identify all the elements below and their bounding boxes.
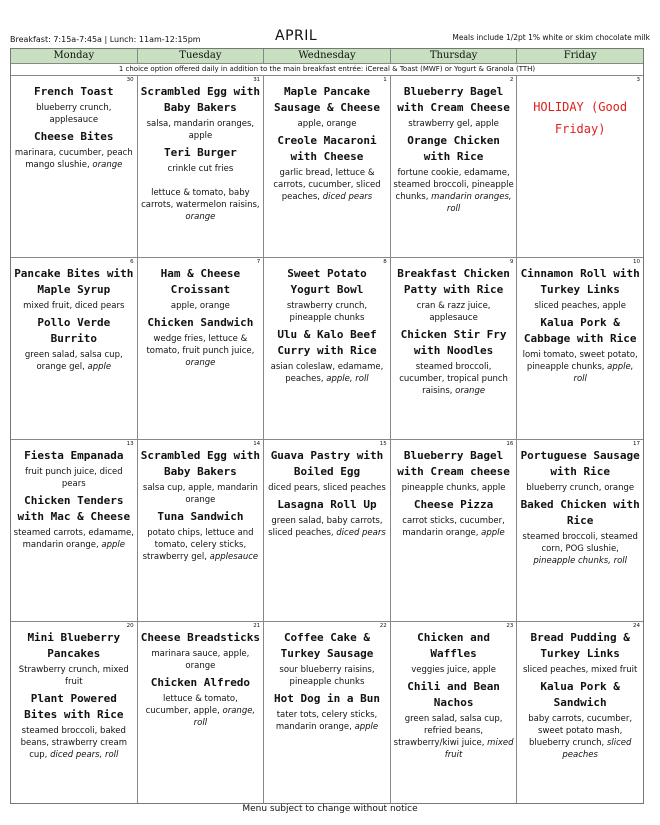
breakfast-sides: blueberry crunch, orange xyxy=(526,483,635,493)
date-number: 21 xyxy=(253,623,261,629)
lunch-entree: Chicken Tenders with Mac & Cheese xyxy=(17,494,131,523)
breakfast-sides: strawberry gel, apple xyxy=(408,119,499,129)
breakfast-entree: Chicken and Waffles xyxy=(417,631,490,660)
date-number: 31 xyxy=(253,77,261,83)
lunch-entree: Orange Chicken with Rice xyxy=(407,134,500,163)
date-number: 14 xyxy=(253,441,261,447)
breakfast-sides: blueberry crunch, applesauce xyxy=(36,103,112,125)
date-number: 15 xyxy=(379,441,387,447)
day-tuesday: Tuesday xyxy=(138,49,265,63)
date-number: 10 xyxy=(632,259,640,265)
day-cell xyxy=(138,440,265,621)
lunch-sides-italic: apple, roll xyxy=(326,374,369,384)
lunch-sides-text: lomi tomato, sweet potato, pineapple chunks, xyxy=(522,350,638,372)
day-cell xyxy=(264,622,391,803)
lunch-entree: Chili and Bean Nachos xyxy=(407,680,500,709)
lunch-sides-text: potato chips, lettuce and tomato, celery sticks, strawberry gel, xyxy=(142,528,254,562)
date-number: 20 xyxy=(126,623,134,629)
date-number: 17 xyxy=(632,441,640,447)
breakfast-sides: salsa, mandarin oranges, apple xyxy=(146,119,255,141)
lunch-sides xyxy=(138,527,264,563)
lunch-sides xyxy=(11,349,137,373)
holiday-label: HOLIDAY (Good Friday) xyxy=(533,100,628,136)
date-number: 2 xyxy=(509,77,514,83)
day-cell xyxy=(517,622,643,803)
lunch-sides xyxy=(138,163,264,223)
day-cell xyxy=(391,622,518,803)
weekday-header xyxy=(11,49,643,63)
breakfast-sides: pineapple chunks, apple xyxy=(401,483,506,493)
breakfast-entree: Cheese Breadsticks xyxy=(140,631,260,644)
day-cell xyxy=(138,76,265,257)
lunch-sides xyxy=(264,709,390,733)
day-cell xyxy=(11,76,138,257)
date-number: 6 xyxy=(130,259,134,265)
lunch-sides xyxy=(517,713,643,761)
breakfast-option-note: 1 choice option offered daily in addition to the main breakfast entrée: iCereal & Toast (MWF) or Yogurt & Granola (TTH) xyxy=(11,63,643,75)
breakfast-entree: Guava Pastry with Boiled Egg xyxy=(270,449,384,478)
lunch-sides xyxy=(517,349,643,385)
date-number: 1 xyxy=(383,77,387,83)
day-cell xyxy=(391,76,518,257)
lunch-sides-text: lettuce & tomato, cucumber, apple, xyxy=(145,694,238,716)
lunch-sides xyxy=(264,167,390,203)
breakfast-sides: strawberry crunch, pineapple chunks xyxy=(286,301,368,323)
lunch-sides-italic: apple xyxy=(87,362,112,372)
meal-times: Breakfast: 7:15a-7:45a | Lunch: 11am-12:15pm xyxy=(10,35,201,44)
lunch-sides xyxy=(264,361,390,385)
lunch-sides-text: steamed carrots, edamame, mandarin orange, xyxy=(13,528,134,550)
day-cell xyxy=(138,258,265,439)
lunch-sides-text: wedge fries, lettuce & tomato, fruit punch juice, xyxy=(146,334,255,356)
day-cell xyxy=(517,258,643,439)
lunch-sides-italic: diced pears xyxy=(322,192,373,202)
lunch-sides-italic: orange xyxy=(185,212,216,222)
lunch-sides-text: garlic bread, lettuce & carrots, cucumber, sliced peaches, xyxy=(273,168,381,202)
lunch-sides-text: fortune cookie, edamame, steamed broccoli, pineapple chunks, xyxy=(393,168,514,202)
lunch-sides xyxy=(138,333,264,369)
lunch-sides-italic: apple xyxy=(101,540,125,550)
breakfast-entree: Fiesta Empanada xyxy=(24,449,124,462)
lunch-sides-italic: apple xyxy=(354,722,379,732)
day-monday: Monday xyxy=(11,49,138,63)
lunch-sides-italic: sliced peaches xyxy=(562,738,632,760)
date-number: 3 xyxy=(636,77,640,83)
breakfast-sides: veggies juice, apple xyxy=(411,665,496,675)
breakfast-entree: Bread Pudding & Turkey Links xyxy=(530,631,630,660)
milk-note: Meals include 1/2pt 1% white or skim chocolate milk xyxy=(452,33,650,42)
week-row xyxy=(11,75,643,257)
lunch-sides-italic: pineapple chunks, roll xyxy=(533,556,628,566)
breakfast-sides: cran & razz juice, applesauce xyxy=(416,301,491,323)
breakfast-entree: Blueberry Bagel with Cream Cheese xyxy=(397,85,510,114)
breakfast-sides: sliced peaches, apple xyxy=(534,301,627,311)
lunch-sides-italic: mixed fruit xyxy=(444,738,514,760)
breakfast-entree: Pancake Bites with Maple Syrup xyxy=(14,267,134,296)
lunch-sides xyxy=(517,531,643,567)
lunch-sides-italic: apple xyxy=(481,528,505,538)
lunch-sides-italic: applesauce xyxy=(209,552,259,562)
footer-note: Menu subject to change without notice xyxy=(242,804,418,814)
page-header xyxy=(10,28,650,48)
day-friday: Friday xyxy=(563,50,597,61)
week-row xyxy=(11,439,643,621)
date-number: 23 xyxy=(506,623,514,629)
lunch-sides-text: marinara, cucumber, peach mango slushie, xyxy=(14,148,133,170)
day-thursday: Thursday xyxy=(391,49,518,63)
lunch-entree: Plant Powered Bites with Rice xyxy=(24,692,124,721)
lunch-entree: Baked Chicken with Rice xyxy=(520,498,640,527)
lunch-sides xyxy=(138,693,264,729)
lunch-entree: Cheese Pizza xyxy=(413,498,494,511)
lunch-sides xyxy=(264,515,390,539)
day-cell xyxy=(391,440,518,621)
breakfast-entree: Coffee Cake & Turkey Sausage xyxy=(280,631,374,660)
lunch-sides-italic: apple, roll xyxy=(573,362,634,384)
day-cell xyxy=(264,258,391,439)
breakfast-sides: sour blueberry raisins, pineapple chunks xyxy=(279,665,375,687)
day-cell xyxy=(264,76,391,257)
breakfast-sides: diced pears, sliced peaches xyxy=(268,483,386,493)
lunch-sides-text: baby carrots, cucumber, sweet potato mash, blueberry crunch, xyxy=(528,714,633,748)
lunch-entree: Chicken Alfredo xyxy=(150,676,251,689)
breakfast-sides: fruit punch juice, diced pears xyxy=(24,467,123,489)
date-number: 24 xyxy=(632,623,640,629)
lunch-entree: Ulu & Kalo Beef Curry with Rice xyxy=(277,328,377,357)
lunch-sides-italic: orange xyxy=(185,358,216,368)
lunch-sides-text: crinkle cut fries lettuce & tomato, baby carrots, watermelon raisins, xyxy=(141,164,260,210)
lunch-sides-text: steamed broccoli, steamed corn, POG slushie, xyxy=(522,532,638,554)
lunch-sides xyxy=(11,725,137,761)
lunch-sides-italic: diced pears, roll xyxy=(50,750,119,760)
day-cell xyxy=(264,440,391,621)
lunch-entree: Lasagna Roll Up xyxy=(277,498,377,511)
lunch-entree: Chicken Stir Fry with Noodles xyxy=(400,328,507,357)
breakfast-sides: Strawberry crunch, mixed fruit xyxy=(18,665,129,687)
day-cell xyxy=(517,440,643,621)
breakfast-entree: French Toast xyxy=(34,85,114,98)
breakfast-entree: Breakfast Chicken Patty with Rice xyxy=(397,267,510,296)
date-number: 7 xyxy=(256,259,261,265)
day-cell xyxy=(517,76,643,257)
month-title: APRIL xyxy=(275,28,318,44)
lunch-entree: Hot Dog in a Bun xyxy=(274,692,380,705)
lunch-sides-italic: orange xyxy=(92,160,123,170)
date-number: 13 xyxy=(126,441,134,447)
lunch-sides-italic: mandarin oranges, roll xyxy=(431,192,512,214)
breakfast-entree: Blueberry Bagel with Cream cheese xyxy=(397,449,510,478)
lunch-sides xyxy=(391,361,517,397)
day-cell xyxy=(11,622,138,803)
breakfast-sides: salsa cup, apple, mandarin orange xyxy=(142,483,258,505)
breakfast-entree: Portuguese Sausage with Rice xyxy=(520,449,640,478)
date-number: 22 xyxy=(379,623,387,629)
lunch-sides xyxy=(11,147,137,171)
week-row xyxy=(11,257,643,439)
breakfast-sides: sliced peaches, mixed fruit xyxy=(522,665,638,675)
breakfast-sides: mixed fruit, diced pears xyxy=(23,301,125,311)
lunch-sides xyxy=(391,713,517,761)
breakfast-entree: Maple Pancake Sausage & Cheese xyxy=(274,85,380,114)
date-number: 9 xyxy=(509,259,514,265)
lunch-entree: Pollo Verde Burrito xyxy=(37,316,111,345)
lunch-entree: Tuna Sandwich xyxy=(157,510,244,523)
lunch-sides-text: green salad, salsa cup, orange gel, xyxy=(24,350,123,372)
lunch-entree: Teri Burger xyxy=(163,146,237,159)
lunch-sides-text: green salad, salsa cup, refried beans, strawberry/kiwi juice, xyxy=(393,714,503,748)
lunch-sides xyxy=(391,515,517,539)
breakfast-sides: marinara sauce, apple, orange xyxy=(151,649,250,671)
day-cell xyxy=(391,258,518,439)
lunch-entree: Creole Macaroni with Cheese xyxy=(277,134,377,163)
date-number: 8 xyxy=(383,259,387,265)
menu-calendar xyxy=(10,48,644,804)
breakfast-entree: Sweet Potato Yogurt Bowl xyxy=(287,267,367,296)
lunch-sides-text: steamed broccoli, baked beans, strawberry cream cup, xyxy=(20,726,127,760)
lunch-entree: Chicken Sandwich xyxy=(147,316,254,329)
day-cell xyxy=(11,440,138,621)
lunch-sides-italic: diced pears xyxy=(336,528,386,538)
breakfast-entree: Scrambled Egg with Baby Bakers xyxy=(140,85,260,114)
day-cell xyxy=(11,258,138,439)
breakfast-entree: Ham & Cheese Croissant xyxy=(160,267,241,296)
lunch-sides-italic: orange, roll xyxy=(193,706,256,728)
breakfast-entree: Mini Blueberry Pancakes xyxy=(27,631,121,660)
breakfast-sides: apple, orange xyxy=(297,119,357,129)
lunch-sides-text: tater tots, celery sticks, mandarin orange, xyxy=(275,710,378,732)
lunch-sides-italic: orange xyxy=(455,386,486,396)
breakfast-entree: Cinnamon Roll with Turkey Links xyxy=(520,267,640,296)
breakfast-entree: Scrambled Egg with Baby Bakers xyxy=(140,449,260,478)
breakfast-sides: apple, orange xyxy=(170,301,230,311)
lunch-sides-text: carrot sticks, cucumber, mandarin orange, xyxy=(402,516,505,538)
weeks-container xyxy=(11,75,643,803)
lunch-sides xyxy=(391,167,517,215)
lunch-entree: Kalua Pork & Sandwich xyxy=(540,680,620,709)
lunch-sides xyxy=(11,527,137,551)
lunch-sides-text: asian coleslaw, edamame, peaches, xyxy=(270,362,384,384)
day-cell xyxy=(138,622,265,803)
lunch-entree: Kalua Pork & Cabbage with Rice xyxy=(523,316,637,345)
day-wednesday: Wednesday xyxy=(264,49,391,63)
date-number: 30 xyxy=(126,77,134,83)
lunch-entree: Cheese Bites xyxy=(34,130,114,143)
week-row xyxy=(11,621,643,803)
lunch-sides-text: green salad, baby carrots, sliced peaches, xyxy=(268,516,383,538)
date-number: 16 xyxy=(506,441,514,447)
lunch-sides-text: steamed broccoli, cucumber, tropical punch raisins, xyxy=(399,362,508,396)
